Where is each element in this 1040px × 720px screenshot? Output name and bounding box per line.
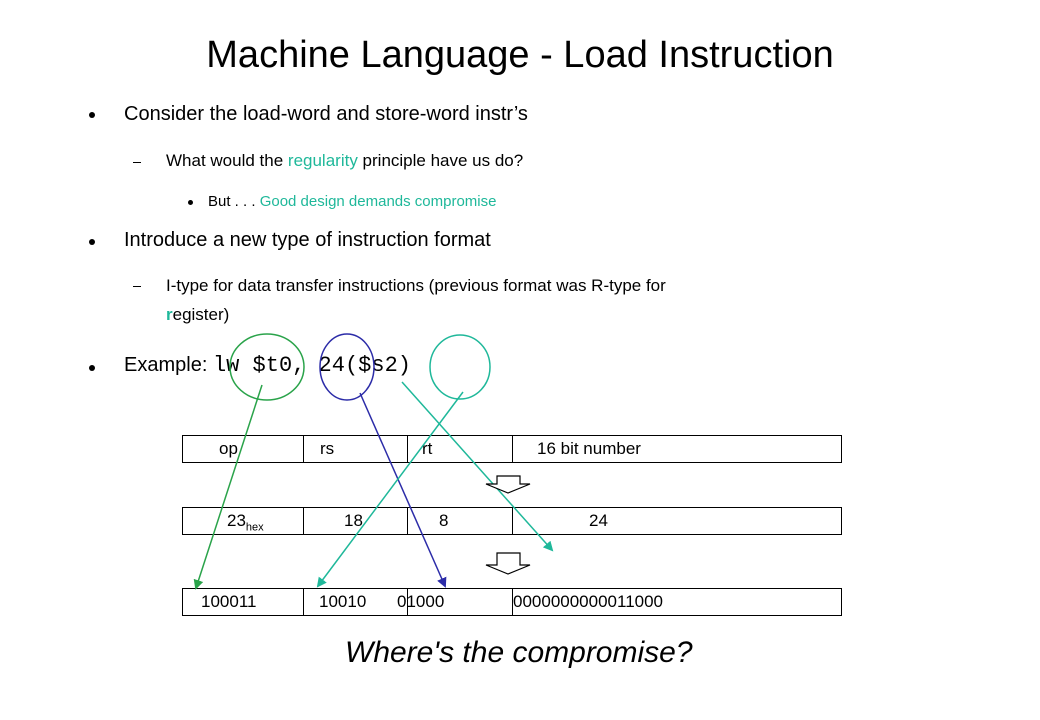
compromise-highlight: Good design demands compromise xyxy=(259,193,497,210)
text-segment: egister) xyxy=(172,305,230,324)
arrow-t0-to-rt xyxy=(360,393,445,586)
bullet-new-format: Introduce a new type of instruction format xyxy=(124,229,491,251)
page-title: Machine Language - Load Instruction xyxy=(206,34,834,76)
circle-s2 xyxy=(430,335,490,399)
down-arrow-icon xyxy=(486,476,530,493)
circle-lw xyxy=(230,334,304,400)
text-segment: But . . . xyxy=(208,193,260,210)
value-rt: 8 xyxy=(439,511,449,530)
field-rt: rt xyxy=(422,439,433,458)
arrow-24-to-imm xyxy=(402,382,552,550)
value-rs: 18 xyxy=(344,511,363,530)
example-label: Example: xyxy=(124,354,213,376)
arrow-lw-to-op xyxy=(196,385,262,588)
circle-t0 xyxy=(320,334,374,400)
value-op-number: 23 xyxy=(227,511,246,530)
binary-immediate: 0000000000011000 xyxy=(513,592,664,611)
down-arrow-icon xyxy=(486,553,530,574)
binary-rt: 01000 xyxy=(397,592,445,611)
field-rs: rs xyxy=(320,439,335,458)
example-code: lw $t0, 24($s2) xyxy=(212,353,411,378)
field-immediate: 16 bit number xyxy=(537,439,641,458)
binary-op: 100011 xyxy=(201,592,257,611)
text-segment: What would the xyxy=(166,151,288,170)
compromise-question: Where's the compromise? xyxy=(345,636,693,669)
binary-rs: 10010 xyxy=(319,592,367,611)
regularity-highlight: regularity xyxy=(287,151,358,170)
hex-subscript: hex xyxy=(245,521,264,534)
value-immediate: 24 xyxy=(589,511,608,530)
arrow-s2-to-rs xyxy=(318,392,463,586)
register-r-highlight: r xyxy=(166,305,173,324)
text-segment: principle have us do? xyxy=(357,151,524,170)
bullet-load-store: Consider the load-word and store-word instr’s xyxy=(124,103,528,125)
bullet-itype-line1: I-type for data transfer instructions (previous format was R-type for xyxy=(166,276,666,295)
field-op: op xyxy=(219,439,238,458)
